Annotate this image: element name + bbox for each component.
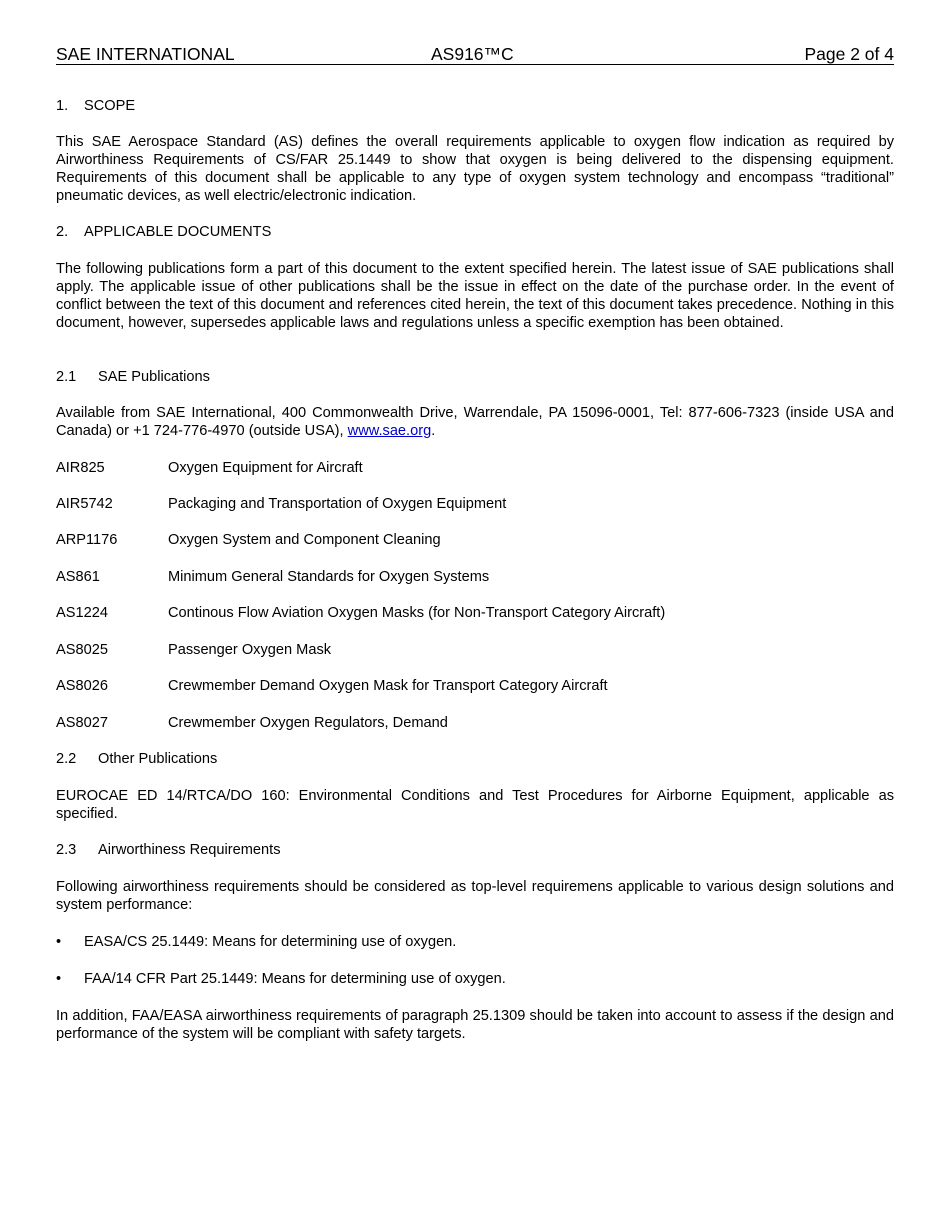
airworthiness-paragraph: Following airworthiness requirements should be considered as top-level requiremens applicable to various design solutions and system performance:	[56, 879, 894, 913]
reference-code: AS1224	[56, 605, 108, 621]
reference-code: AS8025	[56, 642, 108, 658]
sae-website-link[interactable]: www.sae.org	[347, 423, 432, 439]
sae-availability-end: .	[431, 423, 436, 439]
reference-code: AS861	[56, 569, 100, 585]
reference-title: Crewmember Demand Oxygen Mask for Transport Category Aircraft	[168, 678, 608, 694]
section-number: 2.1	[56, 369, 77, 385]
applicable-documents-paragraph: The following publications form a part of this document to the extent specified herein. The latest issue of SAE publications shall apply. The applicable issue of other publications shall be the issue in effect on the date of the purchase order. In the event of conflict between the text of this document and references cited herein, the text of this document takes precedence. Nothing in this document, however, supersedes applicable laws and regulations unless a specific exemption has been obtained.	[56, 261, 894, 331]
reference-code: AS8026	[56, 678, 108, 694]
reference-title: Crewmember Oxygen Regulators, Demand	[168, 715, 448, 731]
header-doc-id: AS916™C	[431, 44, 514, 64]
section-title: Other Publications	[98, 751, 218, 767]
reference-title: Continous Flow Aviation Oxygen Masks (for Non-Transport Category Aircraft)	[168, 605, 666, 621]
scope-paragraph: This SAE Aerospace Standard (AS) defines the overall requirements applicable to oxygen flow indication as required by Airworthiness Requirements of CS/FAR 25.1449 to show that oxygen is being delivered to the dispensing equipment. Requirements of this document shall be applicable to any type of oxygen system technology and encompass “traditional” pneumatic devices, as well electric/electronic indication.	[56, 134, 894, 204]
reference-title: Oxygen System and Component Cleaning	[168, 532, 441, 548]
list-item-text: EASA/CS 25.1449: Means for determining use of oxygen.	[84, 934, 457, 950]
sae-availability-text: Available from SAE International, 400 Commonwealth Drive, Warrendale, PA 15096-0001, Tel: 877-606-7323 (inside USA and Canada) or +1 724-776-4970 (outside USA),	[56, 405, 894, 439]
list-item-text: FAA/14 CFR Part 25.1449: Means for determining use of oxygen.	[84, 971, 506, 987]
reference-code: AS8027	[56, 715, 108, 731]
reference-code: AIR5742	[56, 496, 113, 512]
reference-code: ARP1176	[56, 532, 118, 548]
section-title: SAE Publications	[98, 369, 210, 385]
page-header	[56, 44, 894, 65]
section-heading-scope	[56, 97, 894, 115]
section-number: 2.2	[56, 751, 77, 767]
header-page-number: Page 2 of 4	[804, 44, 894, 64]
section-heading-sae-publications	[56, 368, 894, 386]
reference-title: Oxygen Equipment for Aircraft	[168, 460, 363, 476]
reference-title: Passenger Oxygen Mask	[168, 642, 332, 658]
other-publications-paragraph: EUROCAE ED 14/RTCA/DO 160: Environmental Conditions and Test Procedures for Airborne Equipment, applicable as specified.	[56, 788, 894, 822]
section-number: 2.3	[56, 842, 77, 858]
section-heading-other-publications	[56, 750, 894, 768]
airworthiness-closing-paragraph: In addition, FAA/EASA airworthiness requirements of paragraph 25.1309 should be taken into account to assess if the design and performance of the system will be compliant with safety targets.	[56, 1008, 894, 1042]
header-org: SAE INTERNATIONAL	[56, 44, 235, 64]
section-heading-applicable-documents	[56, 223, 894, 241]
reference-title: Minimum General Standards for Oxygen Systems	[168, 569, 490, 585]
section-heading-airworthiness-requirements	[56, 841, 894, 859]
section-number: 1.	[56, 98, 69, 114]
reference-title: Packaging and Transportation of Oxygen Equipment	[168, 496, 507, 512]
section-title: APPLICABLE DOCUMENTS	[84, 224, 272, 240]
sae-publications-paragraph	[56, 404, 894, 440]
reference-code: AIR825	[56, 460, 105, 476]
section-title: Airworthiness Requirements	[98, 842, 281, 858]
bullet-icon: •	[56, 971, 62, 987]
bullet-icon: •	[56, 934, 62, 950]
section-number: 2.	[56, 224, 69, 240]
section-title: SCOPE	[84, 98, 136, 114]
